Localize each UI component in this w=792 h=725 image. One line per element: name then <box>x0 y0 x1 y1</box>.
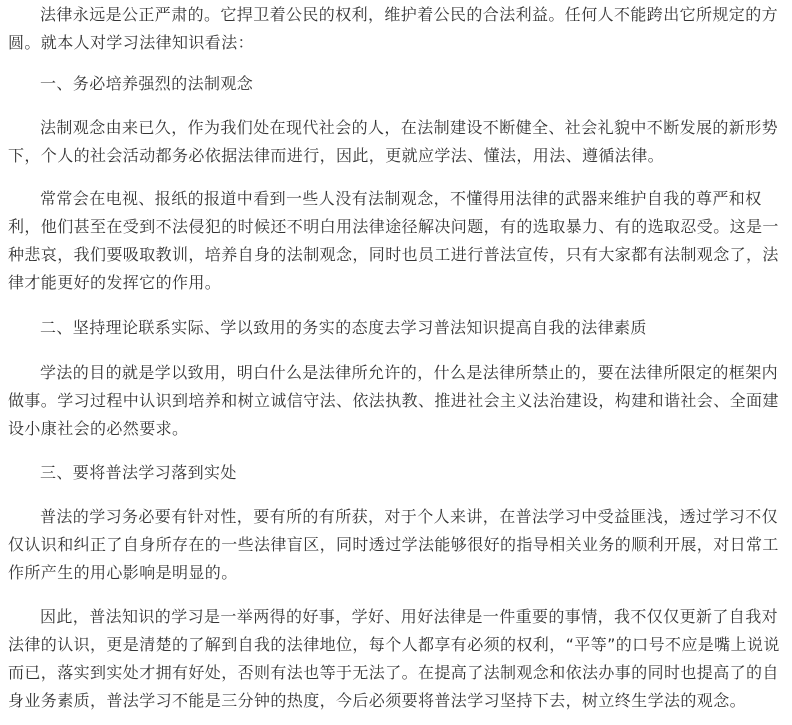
section-heading-3: 三、要将普法学习落到实处 <box>40 463 237 482</box>
paragraph-1: 法制观念由来已久，作为我们处在现代社会的人，在法制建设不断健全、社会礼貌中不断发展的新形势下，个人的社会活动都务必依据法律而进行，因此，更就应学法、懂法，用法、遵循法律。 <box>8 118 779 165</box>
section-heading-2: 二、坚持理论联系实际、学以致用的务实的态度去学习普法知识提高自我的法律素质 <box>40 318 647 337</box>
paragraph-3: 学法的目的就是学以致用，明白什么是法律所允许的，什么是法律所禁止的，要在法律所限定的框架内做事。学习过程中认识到培养和树立诚信守法、依法执教、推进社会主义法治建设，构建和谐社会、全面建设小康社会的必然要求。 <box>8 363 779 438</box>
paragraph-2: 常常会在电视、报纸的报道中看到一些人没有法制观念，不懂得用法律的武器来维护自我的尊严和权利，他们甚至在受到不法侵犯的时候还不明白用法律途径解决问题，有的选取暴力、有的选取忍受。这是一种悲哀，我们要吸取教训，培养自身的法制观念，同时也员工进行普法宣传，只有大家都有法制观念了，法律才能更好的发挥它的作用。 <box>8 189 779 292</box>
section-heading-1: 一、务必培养强烈的法制观念 <box>40 74 254 93</box>
paragraph-5: 因此，普法知识的学习是一举两得的好事，学好、用好法律是一件重要的事情，我不仅仅更新了自我对法律的认识，更是清楚的了解到自我的法律地位，每个人都享有必须的权利，“平等”的口号不应是嘴上说说而已，落实到实处才拥有好处，否则有法也等于无法了。在提高了法制观念和依法办事的同时也提高了的自身业务素质，普法学习不能是三分钟的热度，今后必须要将普法学习坚持下去，树立终生学法的观念。 <box>8 607 780 710</box>
paragraph-4: 普法的学习务必要有针对性，要有所的有所获，对于个人来讲，在普法学习中受益匪浅，透过学习不仅仅认识和纠正了自身所存在的一些法律盲区，同时透过学法能够很好的指导相关业务的顺利开展，对日常工作所产生的用心影响是明显的。 <box>8 507 779 582</box>
paragraph-intro: 法律永远是公正严肃的。它捍卫着公民的权利，维护着公民的合法利益。任何人不能跨出它所规定的方圆。就本人对学习法律知识看法： <box>8 5 779 52</box>
